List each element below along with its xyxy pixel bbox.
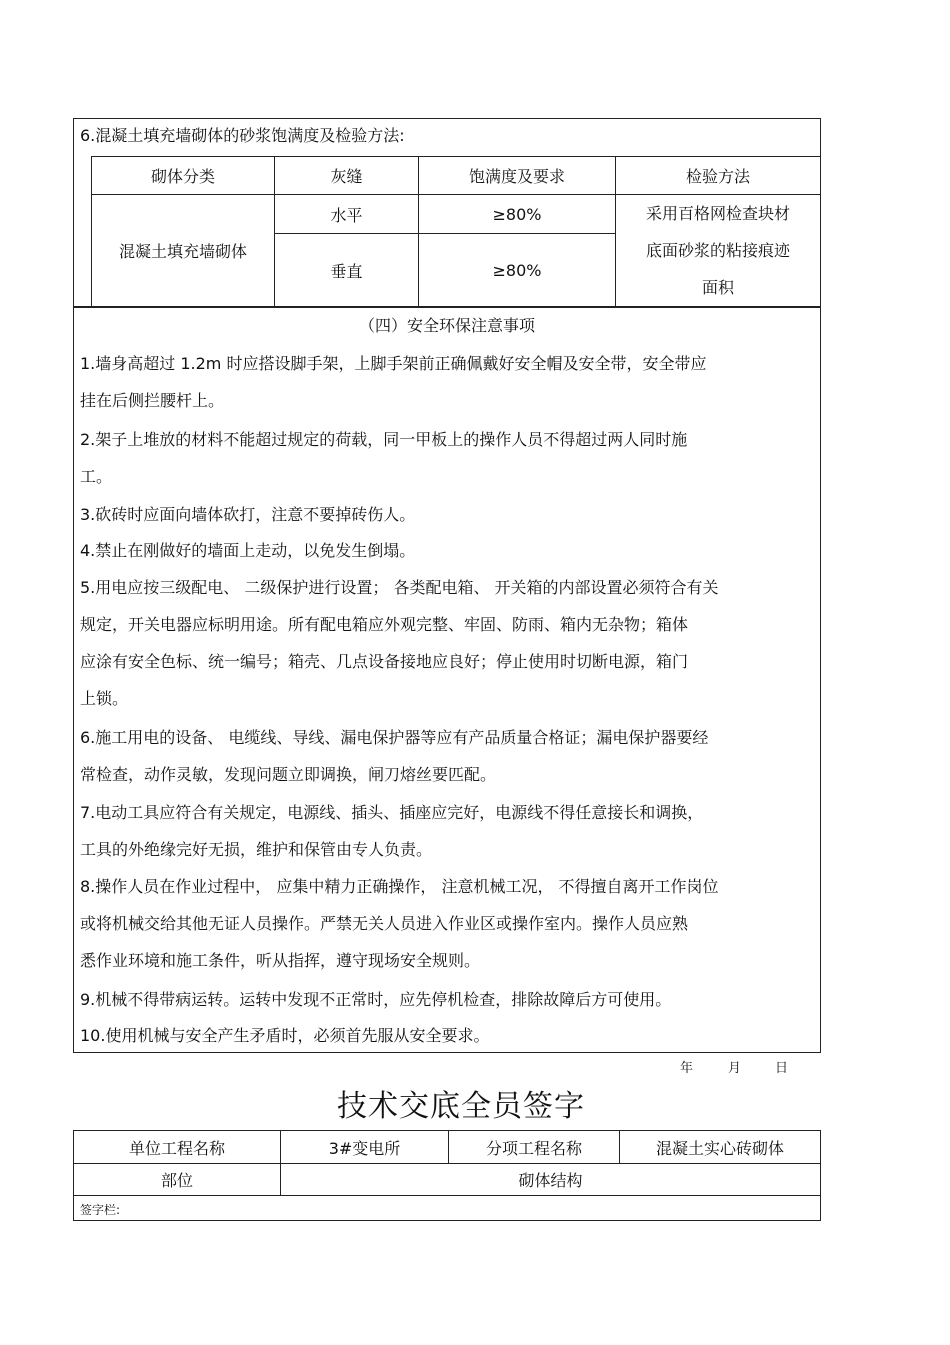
signoff-table — [73, 1130, 821, 1221]
safety-line: 应涂有安全色标、统一编号；箱壳、几点设备接地应良好；停止使用时切断电源，箱门 — [80, 652, 689, 671]
masonry-category-cell: 混凝土填充墙砌体 — [92, 195, 275, 307]
safety-item-7 — [80, 794, 815, 868]
sub-project-label: 分项工程名称 — [449, 1131, 620, 1164]
sub-project-value: 混凝土实心砖砌体 — [620, 1131, 821, 1164]
safety-item-1 — [80, 345, 815, 419]
safety-line: 悉作业环境和施工条件，听从指挥，遵守现场安全规则。 — [80, 951, 481, 970]
method-line: 底面砂浆的粘接痕迹 — [645, 241, 790, 260]
safety-item-9 — [80, 981, 815, 1018]
safety-line: 2.架子上堆放的材料不能超过规定的荷载，同一甲板上的操作人员不得超过两人同时施 — [80, 430, 688, 449]
header-inspection-method: 检验方法 — [616, 157, 821, 195]
safety-line: 7.电动工具应符合有关规定，电源线、插头、插座应完好，电源线不得任意接长和调换， — [80, 803, 704, 822]
date-day: 日 — [775, 1061, 789, 1076]
safety-heading: （四）安全环保注意事项 — [358, 316, 535, 335]
method-line: 面积 — [701, 278, 734, 297]
joint-horizontal-cell: 水平 — [275, 195, 419, 234]
safety-line: 6.施工用电的设备、 电缆线、导线、漏电保护器等应有产品质量合格证；漏电保护器要经 — [80, 728, 709, 747]
unit-project-label: 单位工程名称 — [74, 1131, 281, 1164]
header-requirement: 饱满度及要求 — [419, 157, 616, 195]
joint-vertical-cell: 垂直 — [275, 234, 419, 307]
safety-line: 8.操作人员在作业过程中， 应集中精力正确操作， 注意机械工况， 不得擅自离开工作岗位 — [80, 877, 719, 896]
unit-project-value: 3#变电所 — [281, 1131, 449, 1164]
safety-line: 规定，开关电器应标明用途。所有配电箱应外观完整、牢固、防雨、箱内无杂物；箱体 — [80, 615, 689, 634]
safety-line: 10.使用机械与安全产生矛盾时，必须首先服从安全要求。 — [80, 1026, 490, 1045]
section-6-title: 6.混凝土填充墙砌体的砂浆饱满度及检验方法: — [80, 126, 405, 145]
safety-line: 9.机械不得带病运转。运转中发现不正常时，应先停机检查，排除故障后方可使用。 — [80, 990, 672, 1009]
mortar-fullness-table — [91, 156, 821, 306]
safety-line: 或将机械交给其他无证人员操作。严禁无关人员进入作业区或操作室内。操作人员应熟 — [80, 914, 689, 933]
part-value: 砌体结构 — [281, 1164, 821, 1196]
header-joint: 灰缝 — [275, 157, 419, 195]
safety-item-8 — [80, 868, 815, 979]
signoff-title: 技术交底全员签字 — [337, 1089, 585, 1124]
inspection-method-cell — [616, 195, 821, 307]
safety-line: 4.禁止在刚做好的墙面上走动，以免发生倒塌。 — [80, 541, 416, 560]
header-masonry-type: 砌体分类 — [92, 157, 275, 195]
date-year: 年 — [680, 1061, 694, 1076]
safety-line: 常检查，动作灵敏，发现问题立即调换，闸刀熔丝要匹配。 — [80, 765, 497, 784]
requirement-horizontal-cell: ≥80% — [419, 195, 616, 234]
safety-item-10 — [80, 1017, 815, 1054]
safety-line: 3.砍砖时应面向墙体砍打，注意不要掉砖伤人。 — [80, 505, 416, 524]
requirement-vertical-cell: ≥80% — [419, 234, 616, 307]
signature-field: 签字栏: — [74, 1196, 821, 1221]
method-line: 采用百格网检查块材 — [645, 204, 790, 223]
safety-line: 上锁。 — [80, 689, 129, 708]
section-divider — [73, 306, 821, 308]
safety-line: 5.用电应按三级配电、 二级保护进行设置； 各类配电箱、 开关箱的内部设置必须符合有关 — [80, 578, 719, 597]
safety-item-3 — [80, 496, 815, 533]
safety-item-2 — [80, 421, 815, 495]
date-month: 月 — [728, 1061, 742, 1076]
safety-line: 1.墙身高超过 1.2m 时应搭设脚手架，上脚手架前正确佩戴好安全帽及安全带，安全带应 — [80, 354, 707, 373]
safety-item-5 — [80, 569, 815, 717]
safety-line: 工。 — [80, 467, 113, 486]
safety-item-6 — [80, 719, 815, 793]
part-label: 部位 — [74, 1164, 281, 1196]
safety-item-4 — [80, 532, 815, 569]
safety-line: 工具的外绝缘完好无损，维护和保管由专人负责。 — [80, 840, 433, 859]
safety-line: 挂在后侧拦腰杆上。 — [80, 391, 225, 410]
